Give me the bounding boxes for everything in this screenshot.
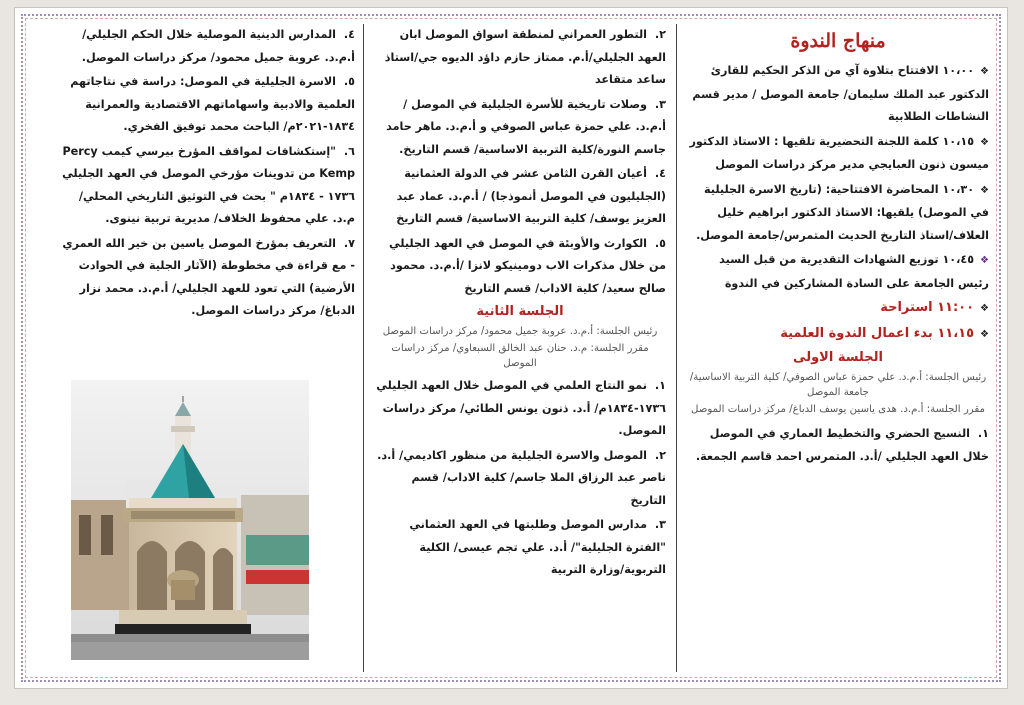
- diamond-bullet-icon: ❖: [980, 184, 989, 196]
- paper-item: ٤. أعيان القرن الثامن عشر في الدولة العثمانية (الجليليون في الموصل أنموذجا) / أ.م.د. عماد عبد العزيز يوسف/ كلية التربية الاساسية/ قسم التاريخ: [396, 167, 666, 225]
- paper-item: ٥. الكوارث والأوبئة في الموصل في العهد الجليلي من خلال مذكرات الاب دومينيكو لانزا /أ.م.د. محمود صالح سعيد/ كلية الاداب/ قسم التاريخ: [388, 236, 666, 295]
- session2-rapporteur: مقرر الجلسة: م.د. حنان عبد الخالق السبعاوي/ مركز دراسات الموصل: [391, 343, 649, 369]
- diamond-bullet-icon: ❖: [980, 66, 989, 77]
- paper-item: ٢. الموصل والاسرة الجليلية من منظور اكاديمي/ أ.د. ناصر عبد الرزاق الملا جاسم/ كلية الاداب/ قسم التاريخ: [377, 448, 666, 507]
- session1-title: الجلسة الاولى: [793, 350, 883, 365]
- fountain-photo: [71, 380, 309, 660]
- paper-item: ٧. التعريف بمؤرخ الموصل ياسين بن خير الله العمري - مع قراءة في مخطوطة (الآثار الجلية في الحوادث الأرضية) التي تعود للعهد الجليلي/ أ.م.د. محمد نزار الدباغ/ مركز دراسات الموصل.: [62, 236, 355, 317]
- schedule-item-break: ❖١١:٠٠ استراحة: [880, 300, 989, 315]
- schedule-item: ❖١٠،٤٥ توزيع الشهادات التقديرية من قبل السيد رئيس الجامعة على السادة المشاركين في الندوة: [719, 253, 989, 290]
- schedule-item: ❖١٠،١٥ كلمة اللجنة التحضيرية تلقيها : الاستاذ الدكتور ميسون ذنون العبايجي مدير مركز دراسات الموصل: [689, 134, 989, 171]
- paper-item: ٢. التطور العمراني لمنطقة اسواق الموصل ابان العهد الجليلي/أ.م. ممتاز حازم داؤد الديوه جي/استاذ ساعد متقاعد: [384, 28, 666, 86]
- program-sheet: [14, 7, 1008, 689]
- paper-item: ٣. وصلات تاريخية للأسرة الجليلية في الموصل /أ.م.د. علي حمزة عباس الصوفي و أ.م.د. ماهر حامد جاسم النورة/كلية التربية الاساسية/ قسم التاريخ.: [386, 97, 666, 156]
- fountain-illustration: [71, 380, 309, 660]
- session2-chair: رئيس الجلسة: أ.م.د. عروبة جميل محمود/ مركز دراسات الموصل: [382, 326, 658, 337]
- session2-title: الجلسة الثانية: [476, 304, 564, 319]
- paper-item: ٣. مدارس الموصل وطلبتها في العهد العثماني "الفترة الجليلية"/ أ.د. علي تجم عيسى/ الكلية التربوية/وزارة التربية: [409, 518, 666, 576]
- diamond-bullet-icon: ❖: [980, 328, 989, 340]
- paper-item: ٦. "إستكشافات لمواقف المؤرخ بيرسي كيمب Percy Kemp من تدوينات مؤرخي الموصل في العهد الجليلي ١٧٣٦ - ١٨٣٤م " بحث في التوثيق التاريخي المحلي/ م.د. علي محفوظ الخلاف/ مديرية تربية نينوى.: [62, 144, 355, 225]
- session1-rapporteur: مقرر الجلسة: أ.م.د. هدى ياسين يوسف الدباغ/ مركز دراسات الموصل: [691, 404, 985, 415]
- schedule-item: ❖١٠،٣٠ المحاضرة الافتتاحية: (تاريخ الاسرة الجليلية في الموصل) يلقيها: الاستاذ الدكتور ابراهيم خليل العلاف/استاذ التاريخ الحديث المتمرس/جامعة الموصل.: [696, 182, 989, 242]
- diamond-bullet-icon: ❖: [980, 136, 989, 148]
- paper-item: ٥. الاسرة الجليلية في الموصل: دراسة في نتاجاتهم العلمية والادبية واسهاماتهم الاقتصادية والعمرانية ١٨٣٤-٢٠٢١م/ الباحث محمد توفيق الفخري.: [70, 75, 355, 133]
- diamond-bullet-icon: ❖: [980, 303, 989, 314]
- paper-item: ١. نمو النتاج العلمي في الموصل خلال العهد الجليلي ١٧٣٦-١٨٣٤م/ أ.د. ذنون يونس الطائي/ مركز دراسات الموصل.: [376, 379, 666, 437]
- middle-column: [363, 24, 677, 672]
- program-title: منهاج الندوة: [790, 30, 886, 52]
- paper-item: ٤. المدارس الدينية الموصلية خلال الحكم الجليلي/ أ.م.د. عروبة جميل محمود/ مركز دراسات الموصل.: [81, 28, 355, 64]
- schedule-item: ❖١٠،٠٠ الافتتاح بتلاوة آي من الذكر الحكيم للقارئ الدكتور عبد الملك سليمان/ جامعة الموصل / مدير قسم النشاطات الطلابية: [692, 64, 989, 123]
- schedule-item-start: ❖١١،١٥ بدء اعمال الندوة العلمية: [780, 325, 989, 341]
- session1-chair: رئيس الجلسة: أ.م.د. علي حمزة عباس الصوفي/ كلية التربية الاساسية/جامعة الموصل: [689, 372, 987, 398]
- diamond-bullet-icon: ❖: [980, 255, 989, 266]
- paper-item: ١. النسيج الحضري والتخطيط العماري في الموصل خلال العهد الجليلي /أ.د. المتمرس احمد قاسم الجمعة.: [695, 427, 989, 463]
- right-column: [687, 24, 989, 672]
